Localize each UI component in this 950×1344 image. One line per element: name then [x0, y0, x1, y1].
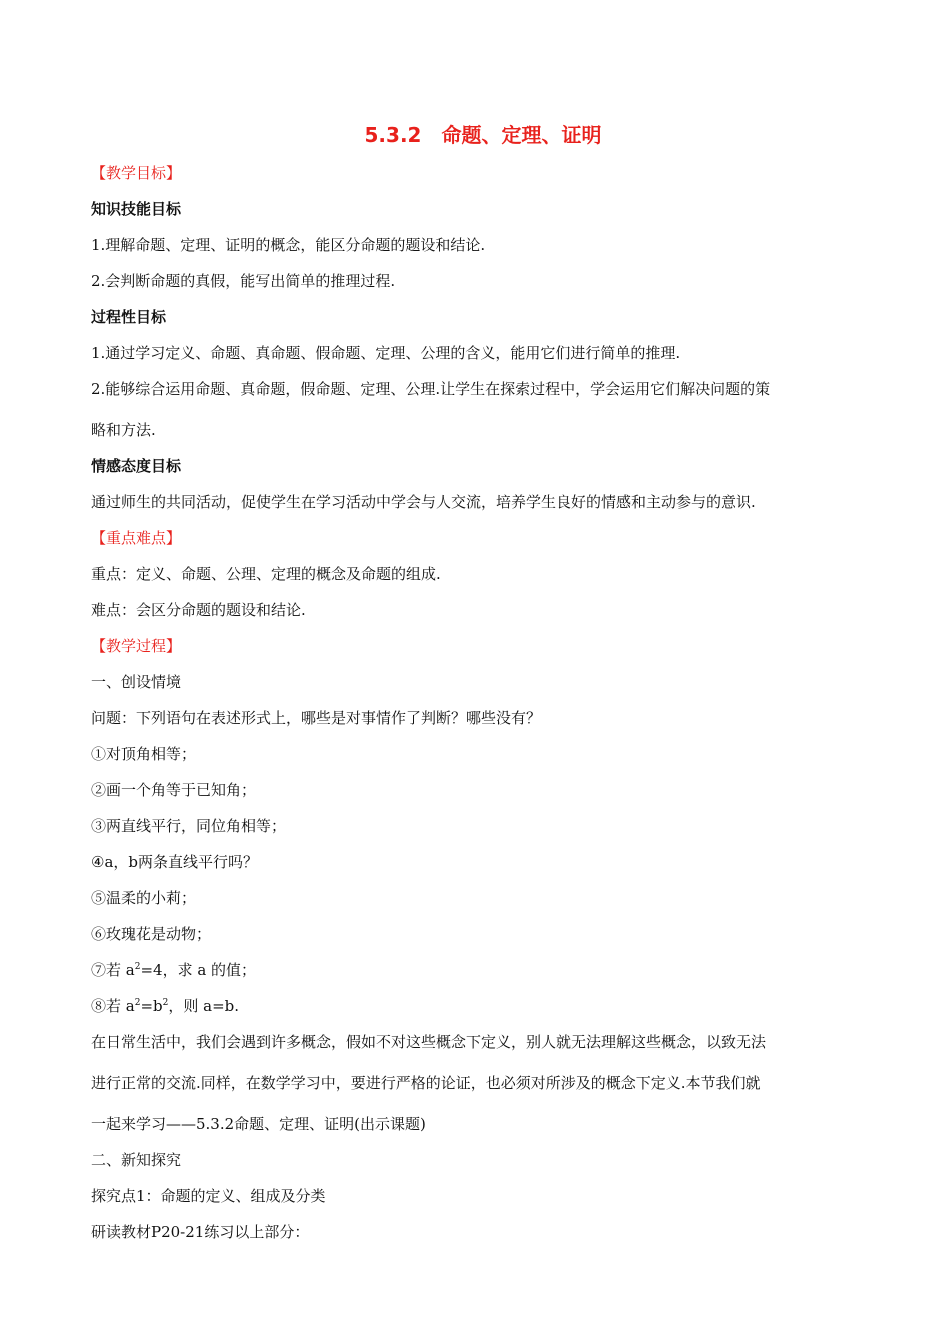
- subhead-process: 过程性目标: [91, 308, 167, 326]
- list-item-8-pre: ⑧若 a: [91, 997, 135, 1015]
- list-item-8-exponent-b: 2: [162, 998, 169, 1008]
- intro-line-3: 一起来学习——5.3.2命题、定理、证明(出示课题): [91, 1115, 426, 1133]
- difficult-point: 难点：会区分命题的题设和结论.: [91, 601, 306, 619]
- list-item-1: ①对顶角相等；: [91, 745, 197, 763]
- page-title: 5.3.2 命题、定理、证明: [364, 123, 602, 147]
- list-item-7-pre: ⑦若 a: [91, 961, 135, 979]
- list-item-3: ③两直线平行，同位角相等；: [91, 817, 287, 835]
- section-tag-process: 【教学过程】: [91, 637, 182, 655]
- list-item-5: ⑤温柔的小莉；: [91, 889, 197, 907]
- part-heading-2: 二、新知探究: [91, 1151, 182, 1169]
- list-item-8-mid: =b: [140, 997, 163, 1015]
- section-tag-objectives: 【教学目标】: [91, 164, 182, 182]
- list-item-7-exponent: 2: [134, 962, 141, 972]
- knowledge-item-2: 2.会判断命题的真假，能写出简单的推理过程.: [91, 272, 396, 290]
- document-page: [91, 118, 861, 1250]
- subhead-attitude: 情感态度目标: [91, 457, 182, 475]
- section-tag-keypoints: 【重点难点】: [91, 529, 182, 547]
- intro-line-2: 进行正常的交流.同样，在数学学习中，要进行严格的论证，也必须对所涉及的概念下定义.本节我们就: [91, 1074, 761, 1092]
- list-item-4: ④a，b两条直线平行吗？: [91, 853, 258, 871]
- subhead-knowledge: 知识技能目标: [91, 200, 182, 218]
- explore-point-1: 探究点1：命题的定义、组成及分类: [91, 1187, 326, 1205]
- list-item-8-exponent-a: 2: [134, 998, 141, 1008]
- reading-instruction: 研读教材P20-21练习以上部分：: [91, 1223, 310, 1241]
- list-item-8: [91, 988, 861, 1024]
- attitude-item-1: 通过师生的共同活动，促使学生在学习活动中学会与人交流，培养学生良好的情感和主动参与的意识.: [91, 493, 756, 511]
- process-item-2-line-1: 2.能够综合运用命题、真命题，假命题、定理、公理.让学生在探索过程中，学会运用它们解决问题的策: [91, 380, 771, 398]
- list-item-6: ⑥玫瑰花是动物；: [91, 925, 212, 943]
- knowledge-item-1: 1.理解命题、定理、证明的概念，能区分命题的题设和结论.: [91, 236, 486, 254]
- process-item-2-line-2: 略和方法.: [91, 421, 156, 439]
- part-heading-1: 一、创设情境: [91, 673, 182, 691]
- process-item-1: 1.通过学习定义、命题、真命题、假命题、定理、公理的含义，能用它们进行简单的推理.: [91, 344, 681, 362]
- intro-line-1: 在日常生活中，我们会遇到许多概念，假如不对这些概念下定义，别人就无法理解这些概念，以致无法: [91, 1033, 767, 1051]
- question-text: 问题：下列语句在表述形式上，哪些是对事情作了判断？哪些没有？: [91, 709, 542, 727]
- key-point: 重点：定义、命题、公理、定理的概念及命题的组成.: [91, 565, 441, 583]
- list-item-7: [91, 952, 861, 988]
- list-item-8-post: ，则 a=b.: [168, 997, 240, 1015]
- list-item-2: ②画一个角等于已知角；: [91, 781, 257, 799]
- list-item-7-post: =4，求 a 的值；: [140, 961, 257, 979]
